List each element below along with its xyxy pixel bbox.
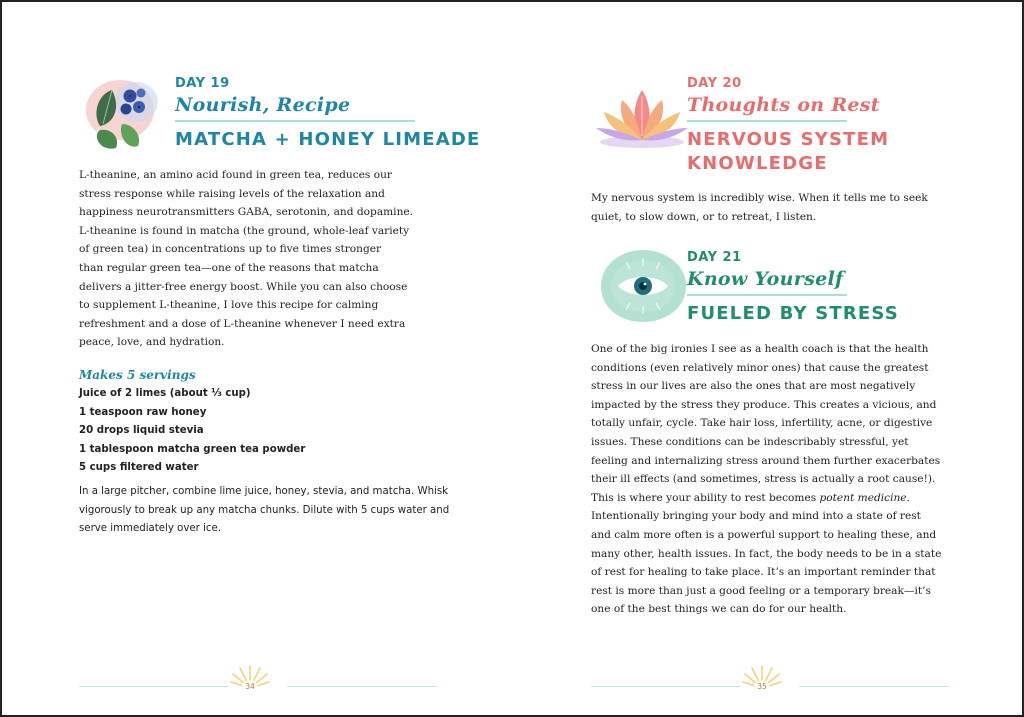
day20-header: [687, 76, 889, 176]
ingredient-item: 20 drops liquid stevia: [79, 425, 204, 437]
day21-header: [687, 250, 899, 326]
day-label: DAY 19: [175, 76, 230, 91]
footer-rule-right: [591, 686, 741, 687]
header-rule: [687, 294, 847, 296]
section-title: FUELED BY STRESS: [687, 303, 899, 324]
page-number: 35: [757, 682, 767, 691]
eye-icon: [596, 246, 691, 326]
day-label: DAY 21: [687, 250, 742, 265]
recipe-title: MATCHA + HONEY LIMEADE: [175, 129, 481, 150]
right-page: [514, 2, 1024, 717]
day21-paragraph: One of the big ironies I see as a health coach is that the health conditions (even relatively minor ones) that cause the greatest stress in our lives are also the ones that are most negatively impacted by the stress they produce. This creates a vicious, and totally unfair, cycle. Take hair loss, infertility, acne, or digestive issues. These conditions can be indescribably stressful, yet feeling and internalizing stress around them further exacerbates their ill effects (and sometimes, stress is actually a root cause!). This is where your ability to rest becomes potent medicine. Intentionally bringing your body and mind into a state of rest and calm more often is a powerful support to healing these, and many other, health issues. In fact, the body needs to be in a state of rest for healing to take place. It’s an important reminder that rest is more than just a good feeling or a temporary break—it’s one of the best things we can do for our health.: [591, 343, 942, 616]
section-script-title: Thoughts on Rest: [687, 94, 880, 116]
section-script-title: Know Yourself: [687, 268, 844, 290]
servings-label: Makes 5 servings: [79, 368, 196, 382]
page-number: 34: [245, 682, 255, 691]
spinach-blueberry-icon: [78, 74, 168, 154]
ingredient-item: 1 tablespoon matcha green tea powder: [79, 443, 306, 455]
directions-paragraph: In a large pitcher, combine lime juice, honey, stevia, and matcha. Whisk vigorously to break up any matcha chunks. Dilute with 5 cups water and serve immediately over ice.: [79, 486, 450, 535]
ingredient-item: 5 cups filtered water: [79, 462, 199, 474]
emphasis-text: potent medicine: [819, 491, 907, 504]
sunburst-icon: [230, 662, 270, 696]
day-label: DAY 20: [687, 76, 742, 91]
section-title: NERVOUS SYSTEM KNOWLEDGE: [687, 129, 890, 174]
footer-rule-right-2: [799, 686, 949, 687]
ingredient-item: 1 teaspoon raw honey: [79, 406, 207, 418]
intro-paragraph: L-theanine, an amino acid found in green tea, reduces our stress response while raising levels of the relaxation and happiness neurotransmitters GABA, serotonin, and dopamine. L-theanine is found in matcha (the ground, whole-leaf variety of green tea) in concentrations up to five times stronger than regular green tea—one of the reasons that matcha delivers a jitter-free energy boost. While you can also choose to supplement L-theanine, I love this recipe for calming refreshment and a dose of L-theanine whenever I need extra peace, love, and hydration.: [79, 169, 414, 349]
header-rule: [175, 120, 415, 122]
footer-rule-left: [79, 686, 229, 687]
left-page: [2, 2, 514, 717]
lotus-flower-icon: [592, 82, 692, 152]
section-script-title: Nourish, Recipe: [175, 94, 351, 116]
ingredient-item: Juice of 2 limes (about ⅓ cup): [79, 388, 251, 399]
ingredient-list: [79, 385, 459, 478]
header-rule: [687, 120, 847, 122]
sunburst-icon: [742, 662, 782, 696]
footer-rule-left-2: [287, 686, 437, 687]
day19-header: [175, 76, 481, 152]
day20-paragraph: My nervous system is incredibly wise. When it tells me to seek quiet, to slow down, or to retreat, I listen.: [591, 192, 928, 223]
